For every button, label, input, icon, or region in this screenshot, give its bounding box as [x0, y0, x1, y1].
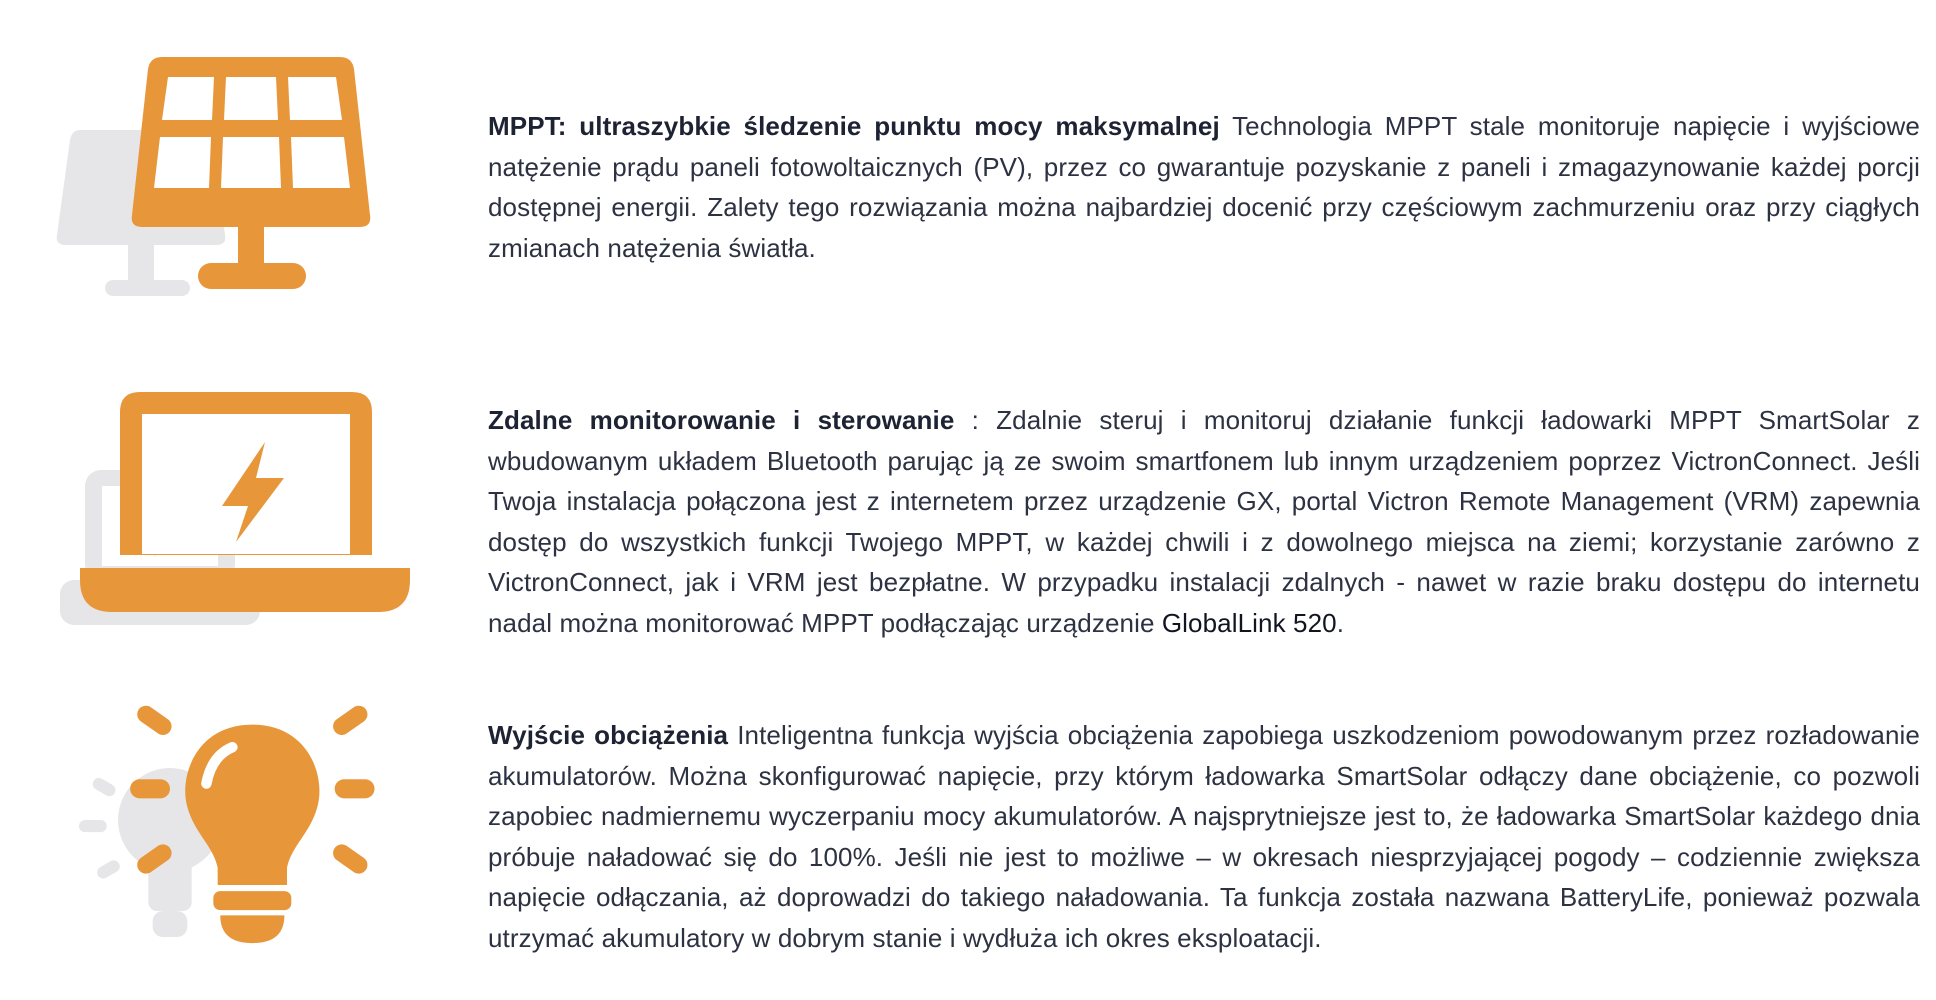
feature-body: : Zdalnie steruj i monitoruj działanie funkcji ładowarki MPPT SmartSolar z wbudowanym układem Bluetooth parując ją ze swoim smartfonem lub innym urządzeniem poprzez VictronConnect. Jeśli Twoja instalacja połączona jest z internetem przez urządzenie GX, portal Victron Remote Management (VRM) zapewnia dostęp do wszystkich funkcji Twojego MPPT, w każdej chwili i z dowolnego miejsca na ziemi; korzystanie zarówno z VictronConnect, jak i VRM jest bezpłatne. W przypadku instalacji zdalnych - nawet w razie braku dostępu do internetu nadal można monitorować MPPT podłączając urządzenie — [488, 405, 1920, 638]
feature-body: Technologia MPPT stale monitoruje napięcie i wyjściowe natężenie prądu paneli fotowoltaicznych (PV), przez co gwarantuje pozyskanie z paneli i zmagazynowanie każdej porcji dostępnej energii. Zalety tego rozwiązania można najbardziej docenić przy częściowym zachmurzeniu oraz przy ciągłych zmianach natężenia światła. — [488, 111, 1920, 263]
globallink-link[interactable]: GlobalLink 520 — [1161, 607, 1337, 638]
feature-heading: Wyjście obciążenia — [488, 720, 729, 750]
light-bulb-icon — [50, 690, 420, 950]
feature-tail: . — [1336, 607, 1345, 638]
feature-body: Inteligentna funkcja wyjścia obciążenia zapobiega uszkodzeniom powodowanym przez rozładowanie akumulatorów. Można skonfigurować napięcie, przy którym ładowarka SmartSolar odłączy dane obciążenie, co pozwoli zapobiec nadmiernemu wyczerpaniu mocy akumulatorów. A najsprytniejsze jest to, że ładowarka SmartSolar każdego dnia próbuje naładować się do 100%. Jeśli nie jest to możliwe – w okresach niesprzyjającej pogody – codziennie zwiększa napięcie odłączania, aż doprowadzi do takiego naładowania. Ta funkcja została nazwana BatteryLife, ponieważ pozwala utrzymać akumulatory w dobrym stanie i wydłuża ich okres eksploatacji. — [488, 720, 1920, 953]
feature-text — [488, 106, 1920, 268]
feature-text — [488, 715, 1920, 958]
laptop-lightning-icon — [50, 380, 420, 640]
feature-heading: Zdalne monitorowanie i sterowanie — [488, 405, 955, 435]
solar-panel-icon — [50, 45, 420, 305]
feature-text — [488, 400, 1920, 643]
feature-heading: MPPT: ultraszybkie śledzenie punktu mocy maksymalnej — [488, 111, 1220, 141]
